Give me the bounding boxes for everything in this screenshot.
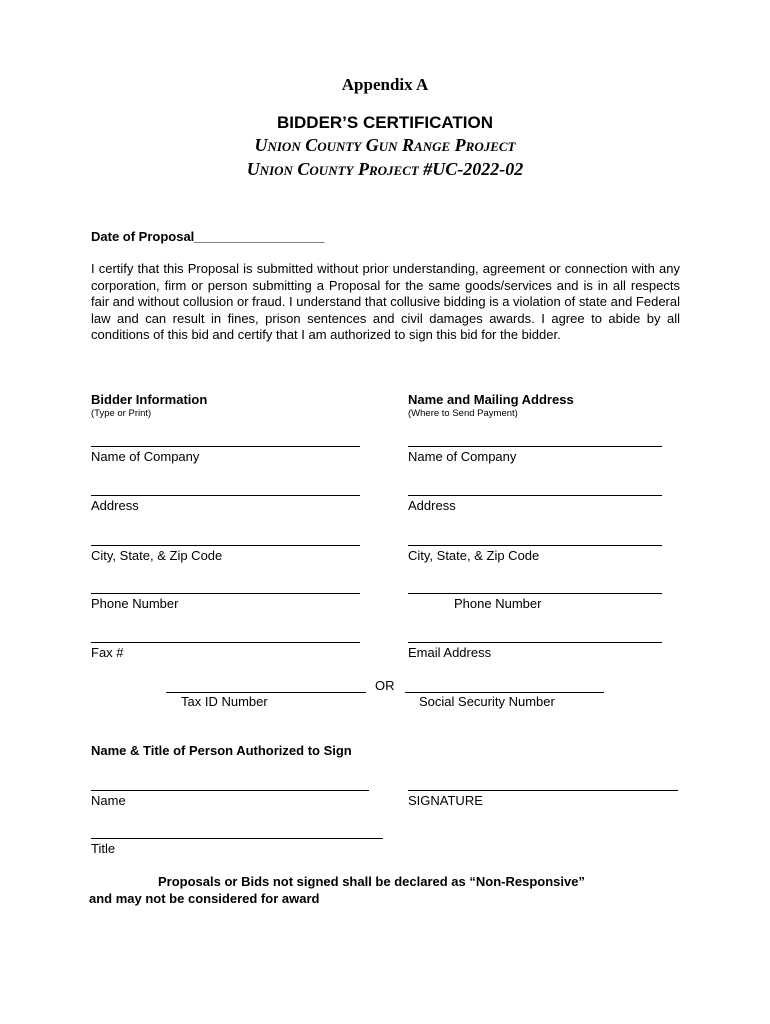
city-state-zip-label: City, State, & Zip Code	[91, 548, 223, 563]
phone-input-line[interactable]	[91, 593, 360, 594]
address-label: Address	[91, 498, 139, 513]
mailing-address-label: Address	[408, 498, 456, 513]
bidder-information-heading: Bidder Information	[91, 392, 208, 407]
mailing-phone-label: Phone Number	[454, 596, 542, 611]
mailing-city-state-zip-input-line[interactable]	[408, 545, 662, 546]
or-separator: OR	[375, 678, 395, 693]
fax-label: Fax #	[91, 645, 124, 660]
ssn-label: Social Security Number	[419, 694, 555, 709]
company-name-input-line[interactable]	[91, 446, 360, 447]
phone-label: Phone Number	[91, 596, 179, 611]
certification-paragraph: I certify that this Proposal is submitted without prior understanding, agreement or connection with any corporation, firm or person submitting a Proposal for the same goods/services and is in all respects fair and without collusion or fraud. I understand that collusive bidding is a violation of state and Federal law and can result in fines, prison sentences and civil damages awards. I agree to abide by all conditions of this bid and certify that I am authorized to sign this bid for the bidder.	[91, 261, 680, 343]
send-payment-note: (Where to Send Payment)	[408, 408, 518, 419]
signature-input-line[interactable]	[408, 790, 678, 791]
company-name-label: Name of Company	[91, 449, 200, 464]
tax-id-label: Tax ID Number	[181, 694, 268, 709]
mailing-phone-input-line[interactable]	[408, 593, 662, 594]
non-responsive-notice-continued: and may not be considered for award	[89, 891, 320, 906]
signer-name-input-line[interactable]	[91, 790, 369, 791]
project-number-subtitle: Union County Project #UC-2022-02	[246, 159, 524, 179]
signature-label: SIGNATURE	[408, 793, 483, 808]
non-responsive-notice: Proposals or Bids not signed shall be declared as “Non-Responsive”	[158, 874, 585, 889]
city-state-zip-input-line[interactable]	[91, 545, 360, 546]
address-input-line[interactable]	[91, 495, 360, 496]
type-or-print-note: (Type or Print)	[91, 408, 152, 419]
signer-title-input-line[interactable]	[91, 838, 383, 839]
project-subtitle: Union County Gun Range Project	[254, 135, 516, 155]
mailing-address-input-line[interactable]	[408, 495, 662, 496]
mailing-address-heading: Name and Mailing Address	[408, 392, 574, 407]
signer-title-label: Title	[91, 841, 116, 856]
email-input-line[interactable]	[408, 642, 662, 643]
authorized-signer-heading: Name & Title of Person Authorized to Sign	[91, 743, 352, 758]
mailing-city-state-zip-label: City, State, & Zip Code	[408, 548, 540, 563]
mailing-company-name-label: Name of Company	[408, 449, 517, 464]
tax-id-input-line[interactable]	[166, 692, 366, 693]
email-label: Email Address	[408, 645, 492, 660]
date-of-proposal-field[interactable]: Date of Proposal__________________	[91, 229, 325, 244]
ssn-input-line[interactable]	[405, 692, 604, 693]
document-title: BIDDER’S CERTIFICATION	[277, 113, 493, 132]
signer-name-label: Name	[91, 793, 126, 808]
mailing-company-name-input-line[interactable]	[408, 446, 662, 447]
fax-input-line[interactable]	[91, 642, 360, 643]
appendix-label: Appendix A	[341, 75, 429, 94]
